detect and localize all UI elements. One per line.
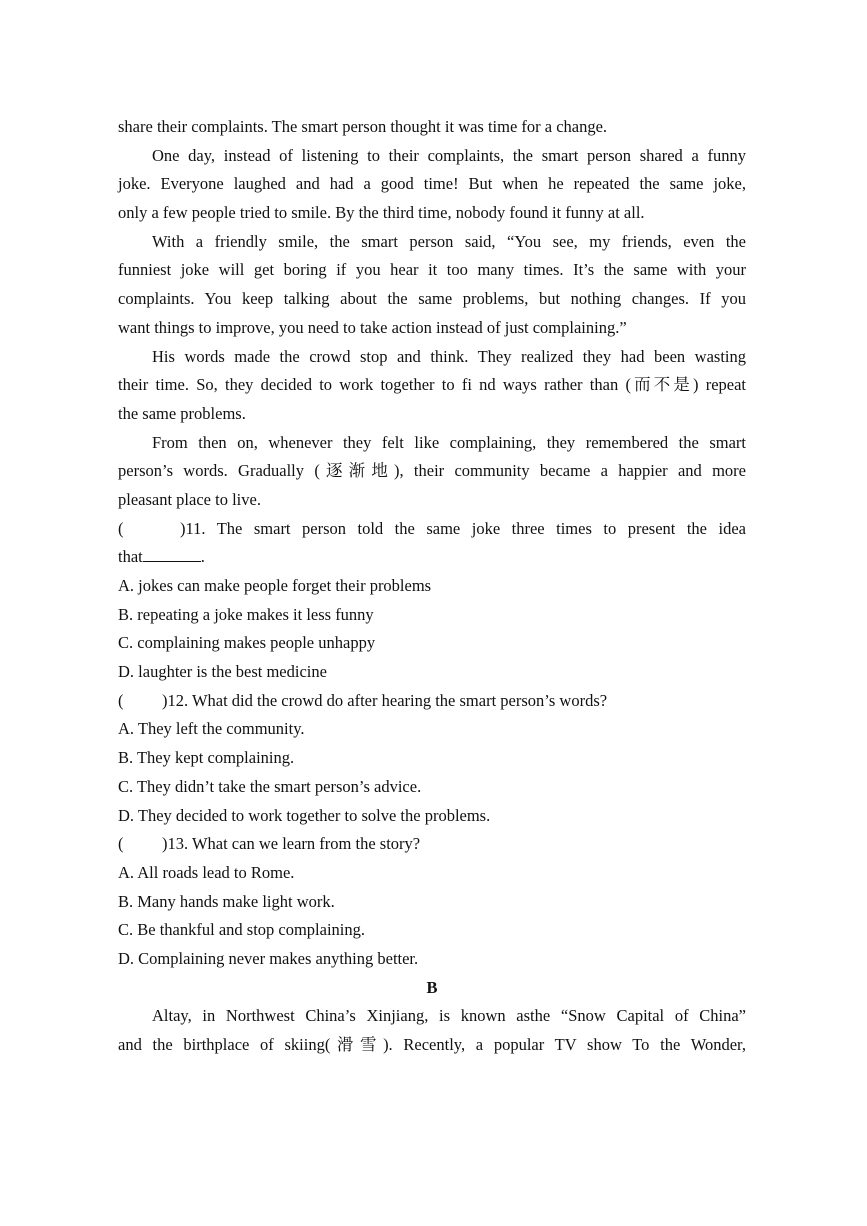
question-text-end: . xyxy=(200,547,205,567)
question-text: that xyxy=(118,547,143,567)
answer-bracket[interactable]: ( xyxy=(118,834,124,854)
passage-line: funniest joke will get boring if you hear it too many times. It’s the same with your xyxy=(118,260,746,280)
question-13-stem xyxy=(118,830,746,859)
question-text: )11. The smart person told the same joke three times to present the idea xyxy=(180,518,746,538)
section-heading: B xyxy=(426,977,438,997)
option-a: A. jokes can make people forget their problems xyxy=(118,576,432,595)
passage-line: complaints. You keep talking about the same problems, but nothing changes. If you xyxy=(118,289,746,309)
option-b: B. Many hands make light work. xyxy=(118,891,335,911)
question-text: )12. What did the crowd do after hearing the smart person’s words? xyxy=(162,690,608,710)
passage-line: Altay, in Northwest China’s Xinjiang, is known asthe “Snow Capital of China” xyxy=(152,1006,746,1026)
option-d: D. laughter is the best medicine xyxy=(118,662,327,682)
passage-line: From then on, whenever they felt like complaining, they remembered the smart xyxy=(152,432,746,452)
passage-line: His words made the crowd stop and think. They realized they had been wasting xyxy=(152,346,746,366)
passage-line: pleasant place to live. xyxy=(118,489,261,509)
question-12-stem xyxy=(118,687,746,716)
option-c: C. Be thankful and stop complaining. xyxy=(118,920,366,940)
passage-line: person’s words. Gradually (逐渐地), their community became a happier and more xyxy=(118,461,746,481)
passage-line: the same problems. xyxy=(118,403,246,423)
option-c: C. complaining makes people unhappy xyxy=(118,633,376,653)
option-b: B. They kept complaining. xyxy=(118,748,295,768)
passage-line: share their complaints. The smart person thought it was time for a change. xyxy=(118,117,608,136)
option-b: B. repeating a joke makes it less funny xyxy=(118,604,374,624)
option-c: C. They didn’t take the smart person’s advice. xyxy=(118,776,422,796)
fill-in-blank xyxy=(143,561,201,562)
answer-bracket[interactable]: ( xyxy=(118,518,124,538)
question-11-stem-continued xyxy=(118,543,746,572)
answer-bracket[interactable]: ( xyxy=(118,690,124,710)
question-11-stem xyxy=(118,515,746,544)
option-d: D. Complaining never makes anything better. xyxy=(118,948,419,968)
option-d: D. They decided to work together to solve the problems. xyxy=(118,805,491,825)
passage-line: With a friendly smile, the smart person said, “You see, my friends, even the xyxy=(152,231,746,251)
passage-line: One day, instead of listening to their complaints, the smart person shared a funny xyxy=(152,145,746,165)
option-a: A. They left the community. xyxy=(118,719,305,739)
question-text: )13. What can we learn from the story? xyxy=(162,834,421,854)
passage-line: want things to improve, you need to take action instead of just complaining.” xyxy=(118,317,627,337)
passage-line: only a few people tried to smile. By the third time, nobody found it funny at all. xyxy=(118,203,645,223)
passage-line: their time. So, they decided to work together to fi nd ways rather than (而不是) repeat xyxy=(118,375,746,395)
passage-line: joke. Everyone laughed and had a good time! But when he repeated the same joke, xyxy=(118,174,746,194)
option-a: A. All roads lead to Rome. xyxy=(118,862,295,882)
document-content xyxy=(118,113,746,1060)
passage-line: and the birthplace of skiing(滑雪). Recently, a popular TV show To the Wonder, xyxy=(118,1035,746,1054)
